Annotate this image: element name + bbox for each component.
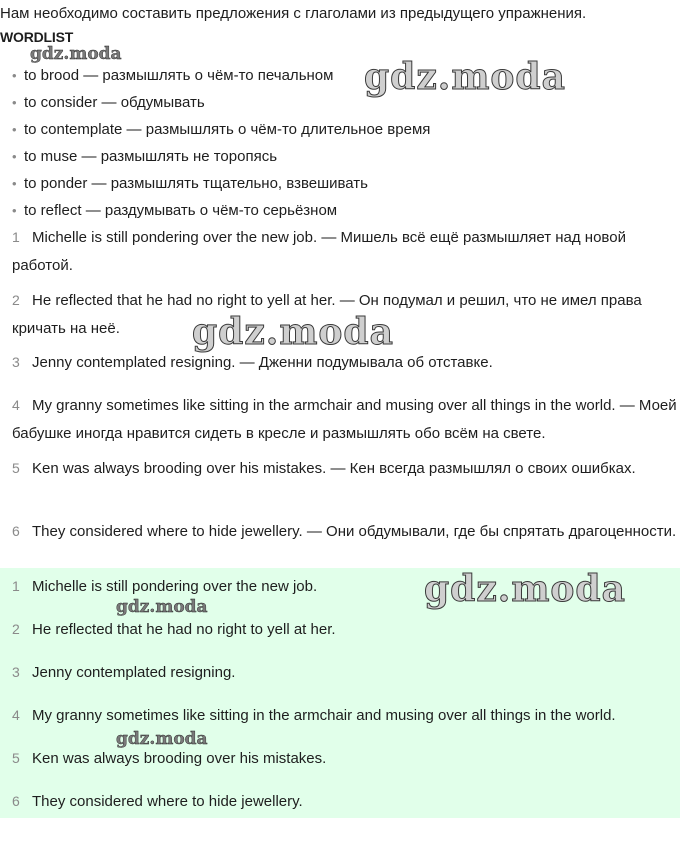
translation-item (12, 391, 680, 448)
item-number: 6 (12, 523, 20, 539)
item-number: 5 (12, 750, 20, 766)
item-text: My granny sometimes like sitting in the armchair and musing over all things in the world. — Моей бабушке иногда нравится сидеть в кресле и размышлять обо всём на свете. (12, 397, 677, 442)
item-number: 4 (12, 397, 20, 413)
item-number: 1 (12, 578, 20, 594)
watermark: gdz.moda (192, 311, 394, 353)
item-text: They considered where to hide jewellery. — Они обдумывали, где бы спрятать драгоценности. (32, 523, 677, 540)
wordlist-item-text: to ponder — размышлять тщательно, взвешивать (24, 175, 368, 192)
item-text: They considered where to hide jewellery. (32, 793, 303, 810)
bullet-icon: • (12, 203, 17, 218)
item-number: 2 (12, 621, 20, 637)
item-text: He reflected that he had no right to yell at her. (32, 621, 336, 638)
wordlist-item-text: to muse — размышлять не торопясь (24, 148, 278, 165)
bullet-icon: • (12, 149, 17, 164)
item-number: 6 (12, 793, 20, 809)
item-number: 2 (12, 292, 20, 308)
item-text: Michelle is still pondering over the new job. — Мишель всё ещё размышляет над новой работой. (12, 229, 626, 274)
bullet-icon: • (12, 68, 17, 83)
wordlist-item (12, 67, 333, 84)
translation-item (12, 454, 680, 483)
wordlist-item-text: to reflect — раздумывать о чём-то серьёзном (24, 202, 338, 219)
item-number: 3 (12, 664, 20, 680)
translation-item (12, 223, 680, 280)
item-text: Jenny contemplated resigning. (32, 664, 236, 681)
translation-item (12, 517, 680, 546)
wordlist-item (12, 202, 337, 219)
wordlist-item (12, 175, 368, 192)
answer-item (12, 744, 680, 773)
watermark: gdz.moda (30, 44, 122, 64)
wordlist-heading: WORDLIST (0, 29, 74, 45)
answer-item (12, 658, 680, 687)
wordlist-item (12, 148, 277, 165)
item-number: 3 (12, 354, 20, 370)
item-number: 5 (12, 460, 20, 476)
watermark: gdz.moda (116, 729, 208, 749)
item-text: My granny sometimes like sitting in the armchair and musing over all things in the world. (32, 707, 616, 724)
wordlist-item-text: to consider — обдумывать (24, 94, 205, 111)
item-text: Michelle is still pondering over the new job. (32, 578, 318, 595)
wordlist-item (12, 121, 430, 138)
answer-item (12, 615, 680, 644)
item-text: Ken was always brooding over his mistakes. (32, 750, 327, 767)
intro-text: Нам необходимо составить предложения с глаголами из предыдущего упражнения. (0, 5, 587, 22)
watermark: gdz.moda (364, 56, 566, 98)
item-number: 4 (12, 707, 20, 723)
answer-item (12, 701, 680, 730)
bullet-icon: • (12, 95, 17, 110)
wordlist-item-text: to brood — размышлять о чём-то печальном (24, 67, 334, 84)
item-text: He reflected that he had no right to yell at her. — Он подумал и решил, что не имел права кричать на неё. (12, 292, 642, 337)
watermark: gdz.moda (424, 568, 626, 610)
item-text: Jenny contemplated resigning. — Дженни подумывала об отставке. (32, 354, 493, 371)
bullet-icon: • (12, 176, 17, 191)
answer-item (12, 787, 680, 816)
item-number: 1 (12, 229, 20, 245)
watermark: gdz.moda (116, 597, 208, 617)
wordlist-item-text: to contemplate — размышлять о чём-то длительное время (24, 121, 431, 138)
bullet-icon: • (12, 122, 17, 137)
item-text: Ken was always brooding over his mistakes. — Кен всегда размышлял о своих ошибках. (32, 460, 636, 477)
wordlist-item (12, 94, 205, 111)
